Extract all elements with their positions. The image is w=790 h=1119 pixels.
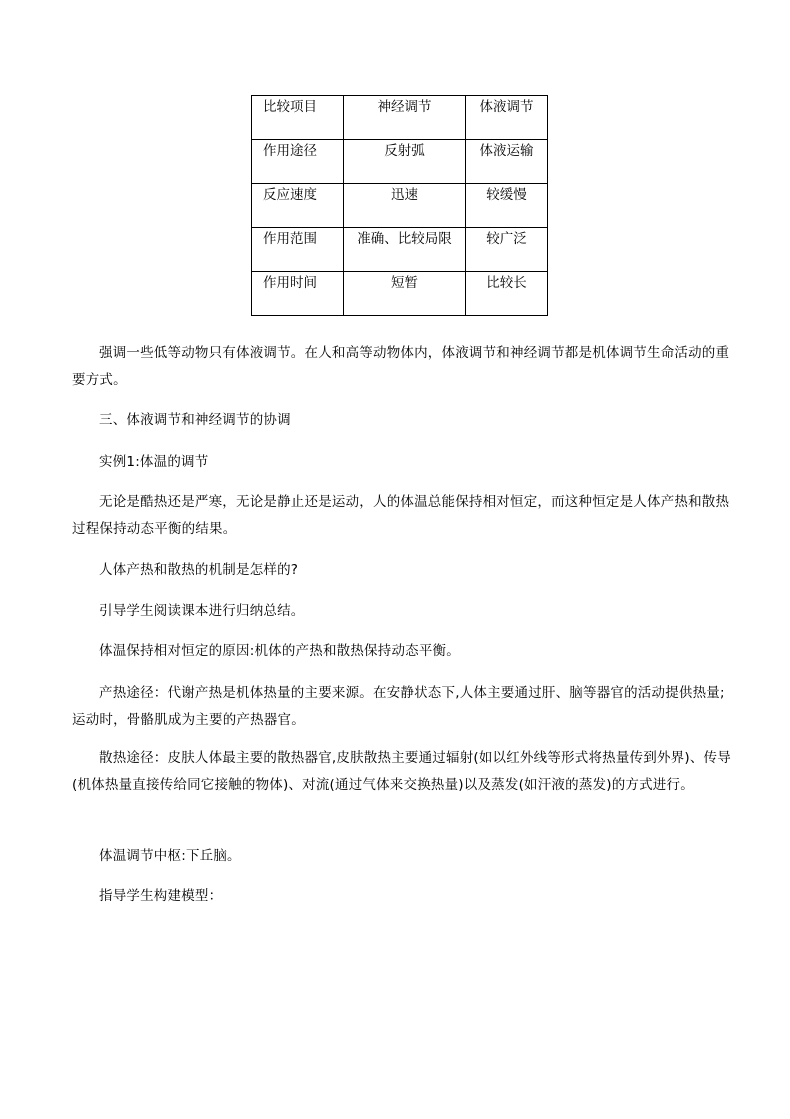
table-cell: 反应速度 xyxy=(252,184,344,228)
table-cell: 反射弧 xyxy=(344,140,466,184)
table-cell: 较广泛 xyxy=(466,228,548,272)
header-cell: 体液调节 xyxy=(466,96,548,140)
paragraph-heat-production: 产热途径：代谢产热是机体热量的主要来源。在安静状态下,人体主要通过肝、脑等器官的活动提供热量;运动时，骨骼肌成为主要的产热器官。 xyxy=(72,685,725,728)
example-heading: 实例1:体温的调节 xyxy=(99,454,209,470)
paragraph-emphasis: 强调一些低等动物只有体液调节。在人和高等动物体内，体液调节和神经调节都是机体调节生命活动的重要方式。 xyxy=(72,345,730,388)
table-cell: 体液运输 xyxy=(466,140,548,184)
table-cell: 作用时间 xyxy=(252,272,344,316)
paragraph-body-temperature: 无论是酷热还是严寒，无论是静止还是运动，人的体温总能保持相对恒定，而这种恒定是人体产热和散热过程保持动态平衡的结果。 xyxy=(72,494,730,537)
table-cell: 迅速 xyxy=(344,184,466,228)
table-row xyxy=(252,272,548,316)
table-row xyxy=(252,228,548,272)
table-cell: 短暂 xyxy=(344,272,466,316)
header-cell: 神经调节 xyxy=(344,96,466,140)
table-row xyxy=(252,140,548,184)
paragraph-heat-dissipation: 散热途径：皮肤人体最主要的散热器官,皮肤散热主要通过辐射(如以红外线等形式将热量传到外界)、传导(机体热量直接传给同它接触的物体)、对流(通过气体来交换热量)以及蒸发(如汗液的蒸发)的方式进行。 xyxy=(72,750,731,793)
paragraph-center: 体温调节中枢:下丘脑。 xyxy=(99,848,241,864)
paragraph-guidance: 引导学生阅读课本进行归纳总结。 xyxy=(99,603,305,619)
table-cell: 比较长 xyxy=(466,272,548,316)
table-cell: 作用范围 xyxy=(252,228,344,272)
section-heading: 三、体液调节和神经调节的协调 xyxy=(99,412,291,428)
table-header-row xyxy=(252,96,548,140)
header-cell: 比较项目 xyxy=(252,96,344,140)
paragraph-question: 人体产热和散热的机制是怎样的? xyxy=(99,562,299,578)
comparison-table xyxy=(251,95,548,316)
paragraph-reason: 体温保持相对恒定的原因:机体的产热和散热保持动态平衡。 xyxy=(99,643,460,659)
table-row xyxy=(252,184,548,228)
table-cell: 作用途径 xyxy=(252,140,344,184)
paragraph-model: 指导学生构建模型： xyxy=(99,888,223,904)
table-cell: 准确、比较局限 xyxy=(344,228,466,272)
table-cell: 较缓慢 xyxy=(466,184,548,228)
